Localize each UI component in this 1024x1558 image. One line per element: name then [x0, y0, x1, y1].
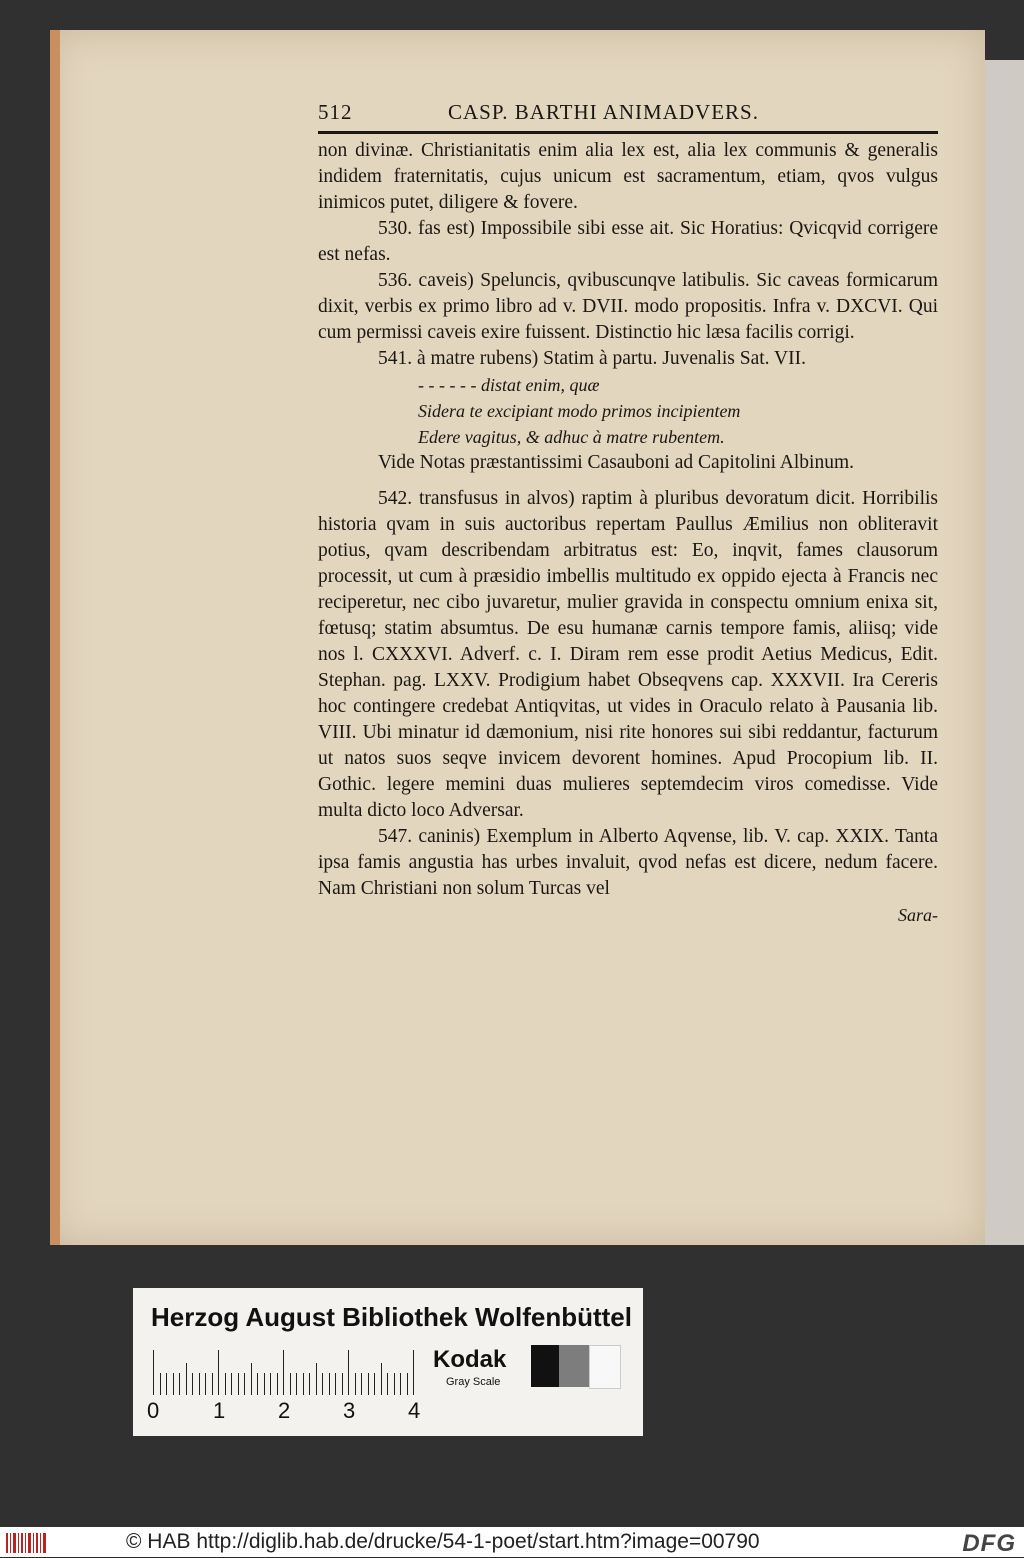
ruler-tick — [160, 1373, 161, 1395]
ruler-tick — [296, 1373, 297, 1395]
ruler-tick — [394, 1373, 395, 1395]
note-542: 542. transfusus in alvos) raptim à pluribus devoratum dicit. Horribilis historia qvam in suis auctoribus repertam Paullus Æmilius non obliteravit potius, qvam describendam arbitratus est: Eo, inqvit, fames clausorum processit, ut cum à præsidio imbellis multitudo ex oppido ejecta à Francis nec reciperetur, nec cibo juvaretur, mulier gravida in conspectu omnium enixa sit, fœtusq; statim absumtus. De esu humanæ carnis tempore famis, aliisq; vide nos l. CXXXVI. Adverf. c. I. Diram rem esse prodit Aetius Medicus, Edit. Stephan. pag. LXXV. Prodigium habet Obseqvens cap. XXXVII. Ira Cereris hoc contingere credebat Antiqvitas, ut vides in Oraculo relato à Pausania lib. VIII. Ubi minatur id dæmonium, nisi rite honores sui sibi reddantur, facturum ut natos suos seqve invicem devorent homines. Apud Procopium lib. II. Gothic. legere memini duas mulieres septemdecim viros comedisse. Vide multa dicto loco Adversar. — [318, 488, 938, 821]
ruler-tick — [264, 1373, 265, 1395]
copyright-link[interactable]: © HAB http://diglib.hab.de/drucke/54-1-poet/start.htm?image=00790 — [126, 1530, 760, 1553]
ruler-tick — [173, 1373, 174, 1395]
ruler — [153, 1350, 415, 1395]
ruler-tick — [309, 1373, 310, 1395]
ruler-tick — [277, 1373, 278, 1395]
white-swatch — [589, 1345, 621, 1389]
ruler-tick — [290, 1373, 291, 1395]
ruler-tick — [212, 1373, 213, 1395]
ruler-label: 2 — [278, 1398, 291, 1423]
black-swatch — [531, 1345, 559, 1387]
ruler-tick — [316, 1363, 317, 1395]
ruler-tick — [387, 1373, 388, 1395]
ruler-label: 4 — [408, 1398, 421, 1423]
page-content — [318, 100, 938, 928]
gray-scale-label: Gray Scale — [446, 1376, 501, 1388]
ruler-tick — [153, 1350, 154, 1395]
running-head: CASP. BARTHI ANIMADVERS. — [448, 100, 759, 124]
ruler-tick — [355, 1373, 356, 1395]
note-541: 541. à matre rubens) Statim à partu. Juvenalis Sat. VII. — [378, 348, 807, 369]
binding-edge — [985, 60, 1024, 1245]
body-text — [318, 138, 938, 928]
ruler-tick — [225, 1373, 226, 1395]
verse-line: - - - - - - distat enim, quæ — [418, 375, 600, 395]
ruler-tick — [257, 1373, 258, 1395]
ruler-tick — [244, 1373, 245, 1395]
ruler-tick — [251, 1363, 252, 1395]
ruler-tick — [413, 1350, 414, 1395]
ruler-tick — [335, 1373, 336, 1395]
note-547: 547. caninis) Exemplum in Alberto Aqvense, lib. V. cap. XXIX. Tanta ipsa famis angustia has urbes invaluit, qvod nefas est dicere, nedum facere. Nam Christiani non solum Turcas vel — [318, 826, 938, 899]
page-edge — [50, 30, 60, 1245]
ruler-tick — [218, 1350, 219, 1395]
catchword: Sara- — [898, 905, 938, 925]
ruler-tick — [199, 1373, 200, 1395]
ruler-label: 0 — [147, 1398, 160, 1423]
ruler-tick — [270, 1373, 271, 1395]
ruler-tick — [381, 1363, 382, 1395]
header-rule — [318, 131, 938, 134]
ruler-tick — [186, 1363, 187, 1395]
ruler-tick — [368, 1373, 369, 1395]
ruler-tick — [348, 1350, 349, 1395]
ruler-label: 3 — [343, 1398, 356, 1423]
ruler-tick — [322, 1373, 323, 1395]
note-530: 530. fas est) Impossibile sibi esse ait. Sic Horatius: Qvicqvid corrigere est nefas. — [318, 218, 938, 265]
ruler-tick — [192, 1373, 193, 1395]
ruler-tick — [283, 1350, 284, 1395]
ruler-tick — [361, 1373, 362, 1395]
ruler-tick — [303, 1373, 304, 1395]
ruler-tick — [238, 1373, 239, 1395]
dfg-logo: DFG — [962, 1530, 1016, 1557]
ruler-label: 1 — [213, 1398, 226, 1423]
ruler-tick — [407, 1373, 408, 1395]
footer — [0, 1527, 1024, 1557]
barcode-icon — [6, 1533, 48, 1553]
verse-line: Sidera te excipiant modo primos incipientem — [418, 401, 741, 421]
note-casaubon: Vide Notas præstantissimi Casauboni ad Capitolini Albinum. — [378, 452, 855, 473]
ruler-tick — [342, 1373, 343, 1395]
color-reference-card — [133, 1288, 643, 1436]
ruler-tick — [179, 1373, 180, 1395]
kodak-brand: Kodak — [433, 1346, 507, 1373]
gray-swatch — [559, 1345, 589, 1387]
verse-line: Edere vagitus, & adhuc à matre rubentem. — [418, 427, 725, 447]
ruler-tick — [329, 1373, 330, 1395]
ruler-tick — [400, 1373, 401, 1395]
paragraph: non divinæ. Christianitatis enim alia lex est, alia lex communis & generalis indidem fraternitatis, cujus unicum est sacramentum, etiam, qvos vulgus inimicos putet, diligere & fovere. — [318, 140, 938, 213]
ruler-tick — [374, 1373, 375, 1395]
page-number: 512 — [318, 100, 353, 124]
ruler-tick — [205, 1373, 206, 1395]
library-name: Herzog August Bibliothek Wolfenbüttel — [151, 1302, 632, 1332]
ruler-tick — [231, 1373, 232, 1395]
running-header — [318, 100, 938, 125]
note-536: 536. caveis) Speluncis, qvibuscunqve latibulis. Sic caveas formicarum dixit, verbis ex primo libro ad v. DVII. modo propositis. Infra v. DXCVI. Qui cum permissi caveis exire fuissent. Distinctio hic læsa facilis corrigi. — [318, 270, 938, 343]
ruler-tick — [166, 1373, 167, 1395]
